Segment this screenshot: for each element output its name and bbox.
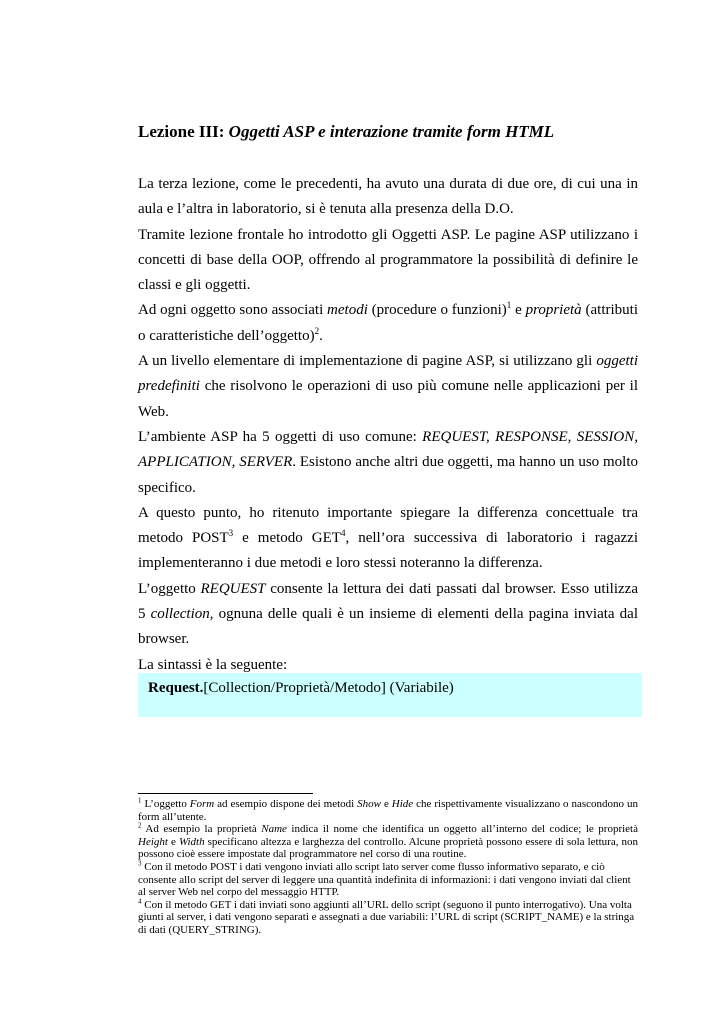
text: che rispettivamente visualizzano o nascondono un form all’utente. (138, 798, 638, 823)
term-name: Name (261, 823, 287, 836)
syntax-arguments: [Collection/Proprietà/Metodo] (Variabile) (203, 680, 454, 696)
footnote-number: 4 (138, 897, 142, 906)
term-collection: collection (150, 606, 210, 623)
text: che risolvono le operazioni di uso più comune nelle applicazioni per il Web. (138, 378, 638, 420)
footnote-4 (138, 899, 638, 937)
text: e metodo GET (233, 530, 341, 547)
term-request: REQUEST (200, 580, 266, 597)
lesson-title-prefix: Lezione III: (138, 122, 225, 141)
footnotes (138, 798, 638, 937)
text: . (319, 327, 323, 344)
footnote-number: 1 (138, 796, 142, 805)
paragraph-5 (138, 425, 638, 501)
footnote-2 (138, 823, 638, 861)
footnote-1 (138, 798, 638, 823)
lesson-title (138, 121, 658, 143)
footnote-separator (138, 793, 313, 794)
text: A questo punto, ho ritenuto importante spiegare la differenza concettuale tra metodo POST (138, 504, 638, 547)
text: , nell’ora successiva di laboratorio i ragazzi implementeranno i due metodi e loro stessi noteranno la differenza. (138, 530, 639, 572)
syntax-box (138, 673, 642, 717)
text: Con il metodo GET i dati inviati sono aggiunti all’URL dello script (seguono il punto interrogativo). Una volta giunti al server, i dati vengono separati e assegnati a due variabili: l’URL di script (SCRIPT_NAME) e la stringa di dati (QUERY_STRING). (138, 898, 635, 936)
text: L’oggetto (138, 580, 201, 597)
text: A un livello elementare di implementazione di pagine ASP, si utilizzano gli (138, 353, 597, 370)
lesson-title-subject: Oggetti ASP e interazione tramite form HTML (228, 122, 555, 141)
term-proprieta: proprietà (525, 302, 582, 319)
text: e (381, 798, 392, 810)
text: (attributi o caratteristiche dell’oggetto) (138, 302, 638, 344)
paragraph-2: Tramite lezione frontale ho introdotto gli Oggetti ASP. Le pagine ASP utilizzano i concetti di base della OOP, offrendo al programmatore la possibilità di definire le classi e gli oggetti. (138, 226, 638, 294)
text: (procedure o funzioni) (367, 302, 507, 319)
text: indica il nome che identifica un oggetto all’interno del codice; le proprietà (286, 823, 638, 836)
term-width: Width (178, 835, 205, 848)
text: Ad esempio la proprietà (141, 823, 262, 836)
text: Con il metodo POST i dati vengono inviati allo script lato server come flusso informativo separato, e ciò consente allo script del server di leggere una quantità indefinita di informazioni: i dati vengono inviati dal client al server Web nel corpo del messaggio HTTP. (138, 860, 631, 899)
text: L’oggetto (141, 798, 190, 810)
paragraph-7 (138, 577, 638, 653)
text: ad esempio dispone dei metodi (214, 798, 358, 810)
footnote-number: 2 (138, 821, 142, 830)
text: specificano altezza e larghezza del controllo. Alcune proprietà possono essere di sola lettura, non possono cioè essere impostate dal programmatore nel corso di una routine. (138, 835, 638, 861)
syntax-keyword: Request. (148, 680, 204, 696)
footnote-3 (138, 861, 638, 899)
text: L’ambiente ASP ha 5 oggetti di uso comune: (138, 428, 423, 445)
text: consente la lettura dei dati passati dal browser. Esso utilizza 5 (138, 580, 638, 623)
footnote-ref-1[interactable]: 1 (506, 300, 512, 311)
text: Ad ogni oggetto sono associati (138, 302, 328, 319)
text: , ognuna delle quali è un insieme di elementi della pagina inviata dal browser. (138, 606, 638, 648)
paragraph-8: La sintassi è la seguente: (138, 656, 288, 673)
term-asp-objects: REQUEST, RESPONSE, SESSION, APPLICATION, SERVER (138, 428, 638, 471)
term-height: Height (138, 835, 168, 848)
term-show: Show (357, 798, 382, 810)
paragraph-6 (138, 501, 638, 577)
paragraph-3 (138, 298, 638, 349)
footnote-ref-3[interactable]: 3 (228, 528, 234, 539)
body-text (138, 172, 638, 678)
term-metodi: metodi (327, 302, 368, 319)
text: . Esistono anche altri due oggetti, ma hanno un uso molto specifico. (138, 454, 638, 496)
paragraph-1: La terza lezione, come le precedenti, ha avuto una durata di due ore, di cui una in aula e l’altra in laboratorio, si è tenuta alla presenza della D.O. (138, 176, 638, 218)
footnote-ref-2[interactable]: 2 (314, 325, 320, 336)
syntax-line (148, 678, 454, 698)
paragraph-4 (138, 349, 638, 425)
footnote-number: 3 (138, 859, 142, 868)
term-oggetti-predefiniti: oggetti predefiniti (138, 353, 638, 395)
text: e (511, 302, 526, 319)
term-form: Form (189, 798, 215, 810)
term-hide: Hide (391, 798, 414, 810)
text: e (167, 835, 179, 848)
footnote-ref-4[interactable]: 4 (340, 528, 346, 539)
